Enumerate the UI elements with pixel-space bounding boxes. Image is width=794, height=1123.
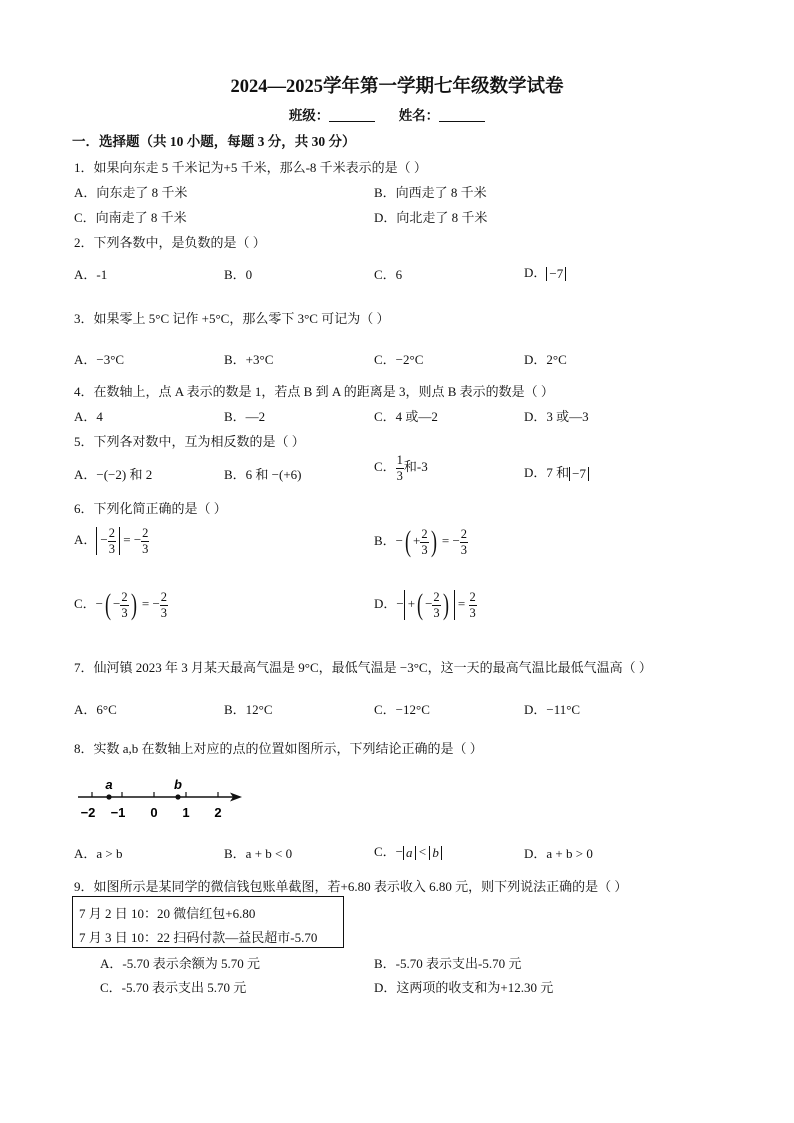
q8-option-a[interactable]: A．a > b <box>74 846 123 861</box>
bill-line-2: 7 月 3 日 10：22 扫码付款—益民超市-5.70 <box>79 930 318 945</box>
q1-stem: 1．如果向东走 5 千米记为+5 千米，那么-8 千米表示的是（ ） <box>74 160 427 175</box>
exam-title: 2024—2025学年第一学期七年级数学试卷 <box>230 77 564 97</box>
q2-d-label: D． <box>524 265 547 280</box>
q5-stem: 5．下列各对数中，互为相反数的是（ ） <box>74 434 305 449</box>
axis-label-0: 0 <box>150 805 158 820</box>
q1-option-b[interactable]: B．向西走了 8 千米 <box>374 185 487 200</box>
q6-a-label: A． <box>74 531 97 547</box>
q6-a-abs: − $\frac{2}{3}$ <box>96 527 120 555</box>
class-label: 班级： <box>288 108 330 123</box>
q5-c-num: 1 <box>396 453 403 467</box>
q8-stem: 8．实数 a,b 在数轴上对应的点的位置如图所示，下列结论正确的是（ ） <box>74 741 483 756</box>
q7-option-c[interactable]: C．−12°C <box>374 702 430 717</box>
q4-stem: 4．在数轴上，点 A 表示的数是 1，若点 B 到 A 的距离是 3，则点 B 表示的数是（ ） <box>74 384 554 399</box>
bill-line-1: 7 月 2 日 10：20 微信红包+6.80 <box>79 906 256 921</box>
name-label: 姓名： <box>398 108 440 123</box>
q1-option-a[interactable]: A．向东走了 8 千米 <box>74 185 188 200</box>
axis-label-1: 1 <box>182 805 190 820</box>
q8-c-label: C．− <box>374 844 404 859</box>
q2-stem: 2．下列各数中，是负数的是（ ） <box>74 235 266 250</box>
q3-option-a[interactable]: A．−3°C <box>74 352 125 367</box>
q3-option-d[interactable]: D．2°C <box>524 352 567 367</box>
q5-d-abs: −7 <box>569 467 589 481</box>
q6-b-label: B． <box>374 532 396 548</box>
q9-stem: 9．如图所示是某同学的微信钱包账单截图，若+6.80 表示收入 6.80 元，则下列说法正确的是（ ） <box>74 879 628 894</box>
point-b-dot <box>175 794 180 799</box>
q8-option-b[interactable]: B．a + b < 0 <box>224 846 293 861</box>
q5-option-b[interactable]: B．6 和 −(+6) <box>224 467 302 482</box>
q7-stem: 7．仙河镇 2023 年 3 月某天最高气温是 9°C，最低气温是 −3°C，这一天的最高气温比最低气温高（ ） <box>74 660 652 675</box>
q9-option-b[interactable]: B．-5.70 表示支出-5.70 元 <box>374 956 522 971</box>
name-blank[interactable] <box>439 109 485 122</box>
q5-option-c[interactable] <box>374 454 428 482</box>
q8-option-c[interactable] <box>374 841 442 860</box>
q9-option-d[interactable]: D．这两项的收支和为+12.30 元 <box>374 980 554 995</box>
q6-stem: 6．下列化简正确的是（ ） <box>74 501 227 516</box>
q9-option-c[interactable]: C．-5.70 表示支出 5.70 元 <box>100 980 247 995</box>
q3-option-b[interactable]: B．+3°C <box>224 352 274 367</box>
q2-d-abs: −7 <box>546 267 566 281</box>
q2-option-d[interactable] <box>524 262 566 281</box>
q6-option-d[interactable]: D．− +( − $\frac{2}{3}$ ) = $\frac{2}{3}$ <box>374 588 476 621</box>
q8-c-mid: < <box>415 844 430 859</box>
q6-option-b[interactable]: B．−( + $\frac{2}{3}$ ) = − $\frac{2}{3}$ <box>374 525 468 558</box>
q3-option-c[interactable]: C．−2°C <box>374 352 424 367</box>
axis-label-neg2: −2 <box>80 805 96 820</box>
q7-option-d[interactable]: D．−11°C <box>524 702 581 717</box>
q4-option-b[interactable]: B．—2 <box>224 409 266 424</box>
q5-d-label: D．7 和 <box>524 465 570 480</box>
point-b-label: b <box>174 777 182 792</box>
point-a-label: a <box>105 777 113 792</box>
q4-option-d[interactable]: D．3 或—3 <box>524 409 589 424</box>
section-heading: 一．选择题（共 10 小题，每题 3 分，共 30 分） <box>72 134 356 149</box>
q5-c-den: 3 <box>396 468 403 483</box>
number-line-figure <box>72 775 252 825</box>
q6-option-c[interactable]: C．−( − $\frac{2}{3}$ ) = − $\frac{2}{3}$ <box>74 588 168 621</box>
q5-c-label: C． <box>374 458 396 474</box>
q2-option-c[interactable]: C．6 <box>374 267 403 282</box>
q9-option-a[interactable]: A．-5.70 表示余额为 5.70 元 <box>100 956 260 971</box>
q8-c-abs-a: a <box>403 846 416 860</box>
q8-c-abs-b: b <box>429 846 442 860</box>
axis-label-neg1: −1 <box>110 805 126 820</box>
q7-option-a[interactable]: A．6°C <box>74 702 117 717</box>
q4-option-c[interactable]: C．4 或—2 <box>374 409 438 424</box>
q2-option-a[interactable]: A．-1 <box>74 267 108 282</box>
q7-option-b[interactable]: B．12°C <box>224 702 273 717</box>
q8-option-d[interactable]: D．a + b > 0 <box>524 846 593 861</box>
q2-option-b[interactable]: B．0 <box>224 267 253 282</box>
wallet-bill-box <box>72 896 344 948</box>
q5-option-a[interactable]: A．−(−2) 和 2 <box>74 467 153 482</box>
class-name-line <box>0 104 794 124</box>
q5-option-d[interactable] <box>524 462 589 481</box>
q6-d-label: D． <box>374 595 397 611</box>
q3-stem: 3．如果零上 5°C 记作 +5°C，那么零下 3°C 可记为（ ） <box>74 311 390 326</box>
point-a-dot <box>106 794 111 799</box>
q1-option-d[interactable]: D．向北走了 8 千米 <box>374 210 488 225</box>
q5-c-tail: 和-3 <box>403 458 428 474</box>
axis-label-2: 2 <box>214 805 222 820</box>
q6-c-label: C． <box>74 595 96 611</box>
class-blank[interactable] <box>329 109 375 122</box>
q1-option-c[interactable]: C．向南走了 8 千米 <box>74 210 187 225</box>
q6-option-a[interactable]: A． − $\frac{2}{3}$ = − $\frac{2}{3}$ <box>74 526 149 556</box>
q4-option-a[interactable]: A．4 <box>74 409 103 424</box>
q5-c-fraction <box>396 454 404 482</box>
